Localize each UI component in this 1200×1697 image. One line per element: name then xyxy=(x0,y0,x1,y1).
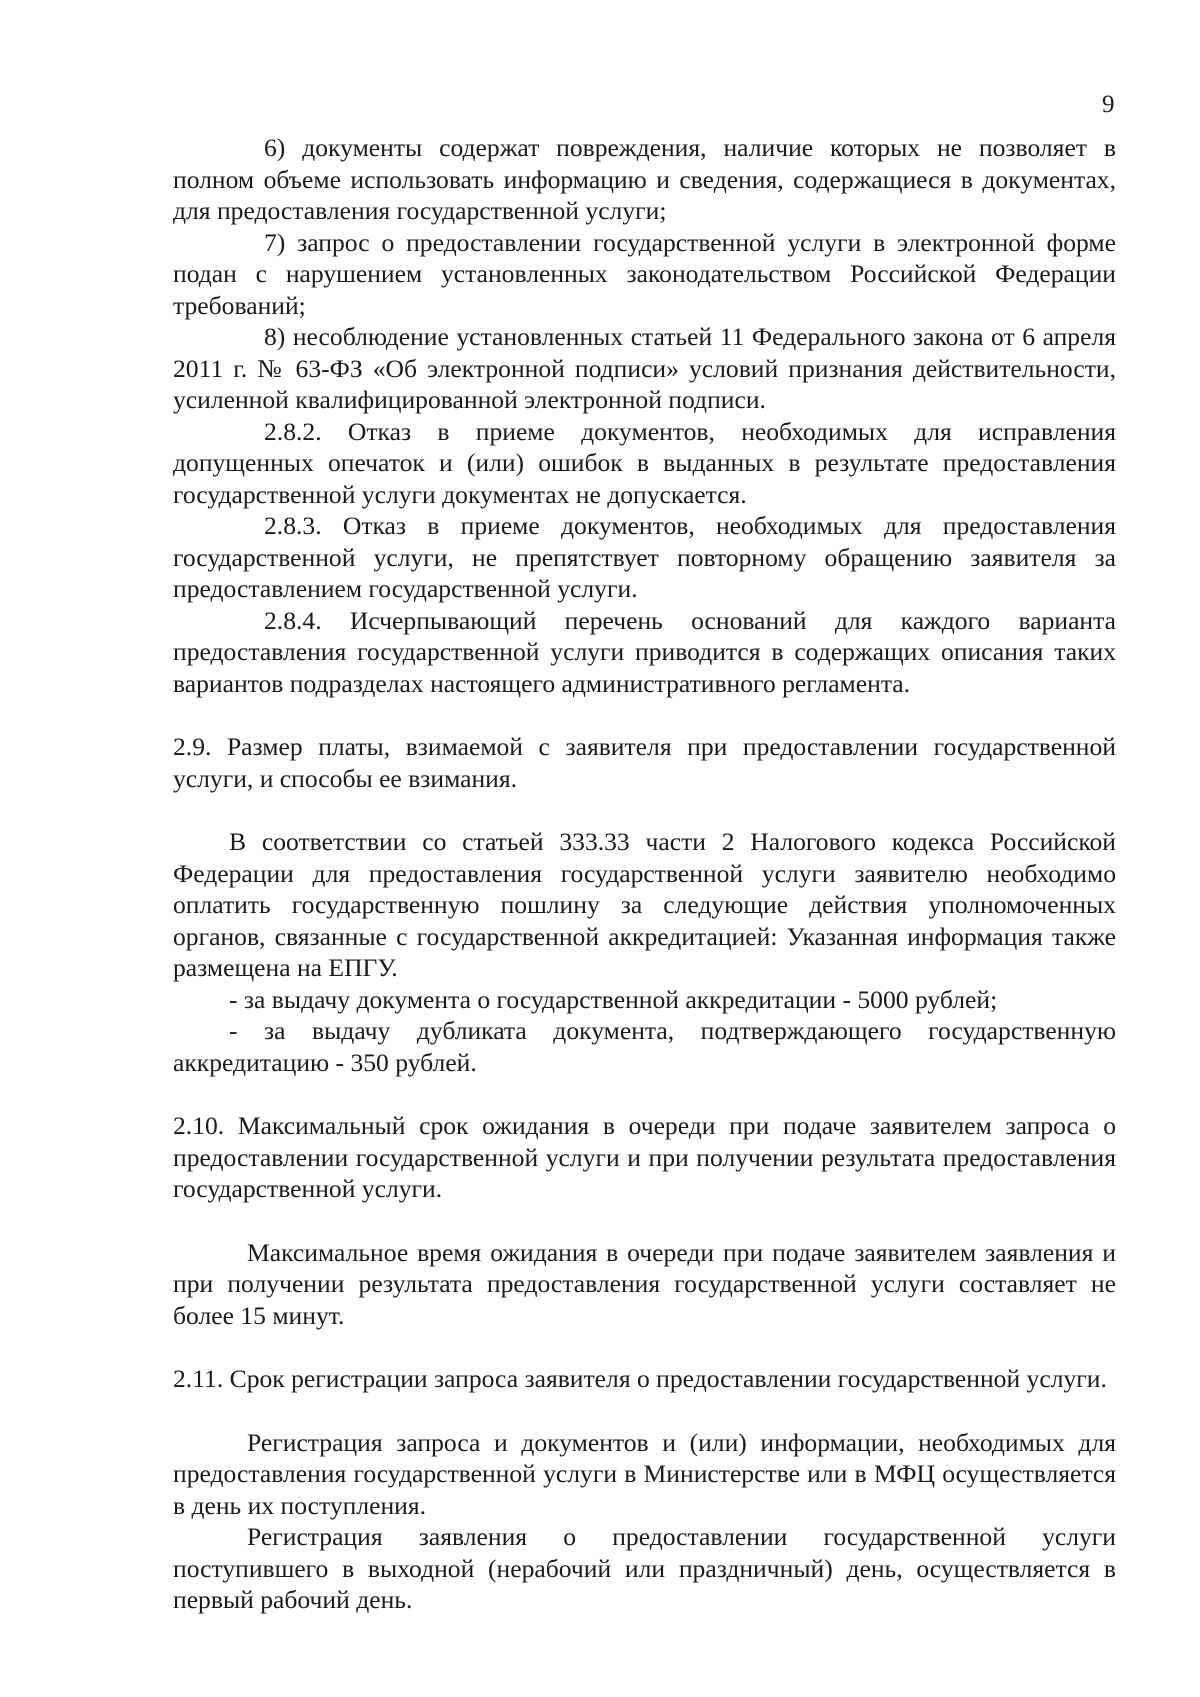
paragraph-registration: Регистрация запроса и документов и (или) информации, необходимых для предоставления государственной услуги в Министерстве или в МФЦ осуществляется в день их поступления. xyxy=(173,1427,1116,1520)
fee-item-duplicate: - за выдачу дубликата документа, подтверждающего государственную аккредитацию - 350 рублей. xyxy=(173,1016,1116,1077)
paragraph-waiting-time: Максимальное время ожидания в очереди при подаче заявителем заявления и при получении результата предоставления государственной услуги составляет не более 15 минут. xyxy=(173,1237,1116,1330)
list-item-7: 7) запрос о предоставлении государственной услуги в электронной форме подан с нарушением установленных законодательством Российской Федерации требований; xyxy=(173,227,1116,320)
list-item-6: 6) документы содержат повреждения, наличие которых не позволяет в полном объеме использовать информацию и сведения, содержащиеся в документах, для предоставления государственной услуги; xyxy=(173,133,1116,225)
paragraph-2-8-2: 2.8.2. Отказ в приеме документов, необходимых для исправления допущенных опечаток и (или) ошибок в выданных в результате предоставления государственной услуги документах не допускается. xyxy=(173,416,1116,509)
paragraph-registration-holiday: Регистрация заявления о предоставлении государственной услуги поступившего в выходной (нерабочий или праздничный) день, осуществляется в первый рабочий день. xyxy=(173,1522,1116,1614)
list-item-8: 8) несоблюдение установленных статьей 11 Федерального закона от 6 апреля 2011 г. № 63-ФЗ «Об электронной подписи» условий признания действительности, усиленной квалифицированной электронной подписи. xyxy=(173,322,1116,414)
section-heading-2-9: 2.9. Размер платы, взимаемой с заявителя при предоставлении государственной услуги, и способы ее взимания. xyxy=(173,732,1116,793)
paragraph-2-8-4: 2.8.4. Исчерпывающий перечень оснований для каждого варианта предоставления государственной услуги приводится в содержащих описания таких вариантов подразделах настоящего административного регламента. xyxy=(173,605,1116,698)
fee-item-accreditation: - за выдачу документа о государственной аккредитации - 5000 рублей; xyxy=(229,984,998,1014)
paragraph-2-8-3: 2.8.3. Отказ в приеме документов, необходимых для предоставления государственной услуги, не препятствует повторному обращению заявителя за предоставлением государственной услуги. xyxy=(173,511,1116,603)
section-heading-2-11: 2.11. Срок регистрации запроса заявителя о предоставлении государственной услуги. xyxy=(173,1364,1107,1393)
paragraph-fee-info: В соответствии со статьей 333.33 части 2 Налогового кодекса Российской Федерации для предоставления государственной услуги заявителю необходимо оплатить государственную пошлину за следующие действия уполномоченных органов, связанные с государственной аккредитацией: Указанная информация также размещена на ЕПГУ. xyxy=(173,827,1116,982)
page-number: 9 xyxy=(1102,91,1115,118)
section-heading-2-10: 2.10. Максимальный срок ожидания в очереди при подаче заявителем запроса о предоставлении государственной услуги и при получении результата предоставления государственной услуги. xyxy=(173,1111,1116,1203)
document-body xyxy=(173,132,1116,1616)
